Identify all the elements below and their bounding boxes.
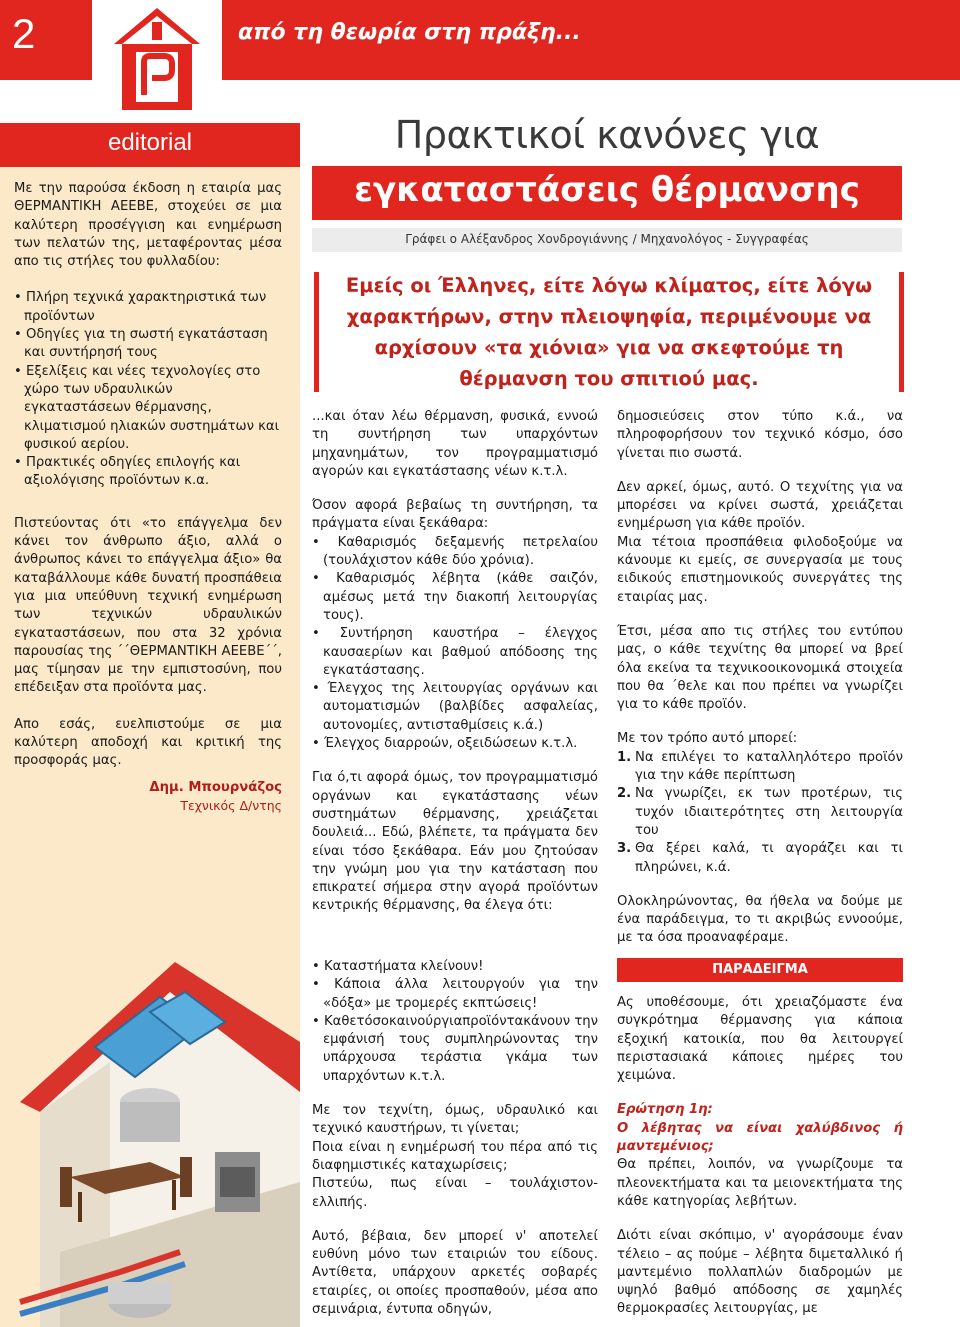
list-item: • Συντήρηση καυστήρα – έλεγχος καυσαερίων και βαθμού απόδοσης της εγκατάστασης. xyxy=(312,625,598,680)
maintenance-list xyxy=(312,534,598,754)
list-item: • Πλήρη τεχνικά χαρακτηριστικά των προϊόντων xyxy=(14,289,282,326)
article-title-line2: εγκαταστάσεις θέρμανσης xyxy=(354,170,860,210)
article-column-2 xyxy=(617,408,903,948)
question-text: Ο λέβητας να είναι χαλύβδινος ή μαντεμένιος; xyxy=(617,1120,903,1155)
article-paragraph: Διότι είναι σκόπιμο, ν' αγοράσουμε έναν τέλειο – ας πούμε – λέβητα διμεταλλικό ή μαντεμένιο πολλαπλών διαδρομών με υψηλό βαθμό απόδοσης σε χαμηλές θερμοκρασίες λειτουργίας, με xyxy=(617,1228,903,1317)
signature-role: Τεχνικός Δ/ντης xyxy=(180,797,282,813)
list-item xyxy=(617,840,903,877)
editorial-signature xyxy=(14,779,282,816)
article-paragraph: Αυτό, βέβαια, δεν μπορεί ν' αποτελεί ευθύνη μόνο των εταιριών του είδους. Αντίθετα, υπάρχουν αρκετές σοβαρές εταιρίες, οι οποίες προσπαθούν, μέσα απο σεμινάρια, έντυπα οδηγών, xyxy=(312,1228,598,1318)
list-item: • Πρακτικές οδηγίες επιλογής και αξιολόγισης προϊόντων κ.α. xyxy=(14,454,282,491)
article-paragraph: Ολοκληρώνοντας, θα ήθελα να δούμε με ένα παράδειγμα, το τι ακριβώς εννοούμε, με τα όσα προαναφέραμε. xyxy=(617,893,903,946)
article-title-line1: Πρακτικοί κανόνες για xyxy=(394,113,820,157)
editorial-bullet-list xyxy=(14,289,282,490)
list-item: • Οδηγίες για τη σωστή εγκατάσταση και συντήρησή τους xyxy=(14,326,282,363)
lead-border-left xyxy=(314,272,319,392)
article-paragraph: Με τον τεχνίτη, όμως, υδραυλικό και τεχνικό καυστήρων, τι γίνεται; Ποια είναι η ενημέρωσή του πέρα από τις διαφημιστικές καταχωρίσεις; Πιστεύω, πως είναι – τουλάχιστον- ελλιπής. xyxy=(312,1103,598,1210)
lead-border-right xyxy=(899,272,904,392)
signature-name: Δημ. Μπουρνάζος xyxy=(149,779,282,795)
article-paragraph: Ας υποθέσουμε, ότι χρειαζόμαστε ένα συγκρότημα θέρμανσης για κάποια εξοχική κατοικία, που θα λειτουργεί περιστασιακά κάποιες ημέρες του χειμώνα. xyxy=(617,995,903,1084)
page-number: 2 xyxy=(12,10,36,57)
article-paragraph: Έτσι, μέσα απο τις στήλες του εντύπου μας, ο κάθε τεχνίτης θα μπορεί να βρεί όλα εκείνα τα τεχνικοοικονομικά στοιχεία που θα ΄θελε και που πρέπει να γνωρίζει για το κάθε προϊόν. xyxy=(617,623,903,713)
list-text: Θα ξέρει καλά, τι αγοράζει και τι πληρώνει, κ.ά. xyxy=(635,841,903,875)
company-logo xyxy=(92,0,222,118)
list-item: • Έλεγχος διαρροών, οξειδώσεων κ.τ.λ. xyxy=(312,735,598,753)
editorial-paragraph: Απο εσάς, ευελπιστούμε σε μια καλύτερη αποδοχή και κριτική της προσφοράς μας. xyxy=(14,716,282,769)
list-item xyxy=(617,749,903,786)
article-column-1 xyxy=(312,408,598,916)
list-item xyxy=(617,785,903,840)
article-paragraph: Δεν αρκεί, όμως, αυτό. Ο τεχνίτης για να μπορέσει να κρίνει σωστά, χρειάζεται ενημέρωση για κάθε προϊόν. xyxy=(617,479,903,532)
article-paragraph: Για ό,τι αφορά όμως, τον προγραμματισμό οργάνων και εγκατάστασης νέων συστημάτων θέρμανσης, χρειάζεται δουλειά... Εδώ, βλέπετε, τα πράγματα δεν είναι τόσο ξεκάθαρα. Εάν μου ζητούσαν την γνώμη μου για την κατάσταση που επικρατεί σήμερα στην αγορά προϊόντων κεντρικής θέρμανσης, θα έλεγα ότι: xyxy=(312,770,598,914)
list-item: • Καθαρισμός δεξαμενής πετρελαίου (τουλάχιστον κάθε δύο χρόνια). xyxy=(312,534,598,571)
list-text: Να επιλέγει το καταλληλότερο προϊόν για την κάθε περίπτωση xyxy=(635,749,903,784)
list-number: 1. xyxy=(617,749,632,765)
example-heading: ΠΑΡΑΔΕΙΓΜΑ xyxy=(617,958,903,982)
banner-title: από τη θεωρία στη πράξη... xyxy=(238,20,581,45)
list-number: 2. xyxy=(617,786,632,802)
list-item: • Καθετόσοκαινούργιαπροϊόντακάνουν την εμφάνισή τους συμπληρώνοντας την υπάρχουσα τεράστια γκάμα των υπαρχόντων κ.τ.λ. xyxy=(312,1013,598,1086)
article-paragraph: Μια τέτοια προσπάθεια φιλοδοξούμε να κάνουμε κι εμείς, σε συνεργασία με τους ειδικούς επιστημονικούς συνεργάτες της εταιρίας μας. xyxy=(617,534,903,605)
list-text: Να γνωρίζει, εκ των προτέρων, τις τυχόν ιδιαιτερότητες στη λειτουργία του xyxy=(635,786,903,838)
article-column-2-lower xyxy=(617,958,903,1319)
article-column-1-lower xyxy=(312,958,598,1319)
list-item: • Καθαρισμός λέβητα (κάθε σαιζόν, αμέσως μετά την διακοπή λειτουργίας τους). xyxy=(312,570,598,625)
house-heating-illustration xyxy=(0,952,300,1327)
editorial-intro: Με την παρούσα έκδοση η εταιρία μας ΘΕΡΜΑΝΤΙΚΗ ΑΕΕΒΕ, στοχεύει σε μια καλύτερη προσέγγιση και ενημέρωση των πελατών της, μεταφέροντας μέσα απο τις στήλες του φυλλαδίου: xyxy=(14,181,282,270)
article-paragraph: ...και όταν λέω θέρμανση, φυσικά, εννοώ τη συντήρηση των υπαρχόντων μηχανημάτων, τον προγραμματισμό αγορών και εγκατάστασης νέων κ.τ.λ. xyxy=(312,409,598,479)
list-item: • Κάποια άλλα λειτουργούν για την «δόξα» με τρομερές εκπτώσεις! xyxy=(312,976,598,1013)
list-item: • Καταστήματα κλείνουν! xyxy=(312,958,598,976)
list-item: • Έλεγχος της λειτουργίας οργάνων και αυτοματισμών (βαλβίδες ασφαλείας, αυτονομίες, αντισταθμίσεις κ.ά.) xyxy=(312,680,598,735)
article-paragraph: Όσον αφορά βεβαίως τη συντήρηση, τα πράγματα είναι ξεκάθαρα: xyxy=(312,498,598,532)
market-list xyxy=(312,958,598,1086)
editorial-text xyxy=(14,180,282,815)
list-number: 3. xyxy=(617,841,632,857)
list-item: • Εξελίξεις και νέες τεχνολογίες στο χώρο των υδραυλικών εγκαταστάσεων θέρμανσης, κλιματισμού ηλιακών συστημάτων και φυσικού αερίου. xyxy=(14,363,282,454)
article-paragraph: δημοσιεύσεις στον τύπο κ.ά., να πληροφορήσουν τον τεχνικό κόσμο, όσο γίνεται πιο σωστά. xyxy=(617,409,903,461)
editorial-paragraph: Πιστεύοντας ότι «το επάγγελμα δεν κάνει τον άνθρωπο άξιο, αλλά ο άνθρωπος κάνει το επάγγελμα άξιο» θα καταβάλλουμε κάθε δυνατή προσπάθεια για μια υπεύθυνη τεχνική ενημέρωση των τεχνικών υδραυλικών εγκαταστάσεων, που στα 32 χρόνια παρουσίας της ΄΄ΘΕΡΜΑΝΤΙΚΗ ΑΕΕΒΕ΄΄, μας τίμησαν με την εμπιστοσύνη, που επέδειξαν στα προϊόντα μας. xyxy=(14,515,282,696)
question-label: Ερώτηση 1η: xyxy=(617,1102,713,1118)
article-lead: Εμείς οι Έλληνες, είτε λόγω κλίματος, είτε λόγω χαρακτήρων, στην πλειοψηφία, περιμένουμε να αρχίσουν «τα χιόνια» για να σκεφτούμε τη θέρμανση του σπιτιού μας. xyxy=(345,274,873,390)
article-paragraph: Με τον τρόπο αυτό μπορεί: xyxy=(617,731,798,747)
editorial-title: editorial xyxy=(107,129,193,156)
benefits-list xyxy=(617,749,903,877)
article-byline: Γράφει ο Αλέξανδρος Χονδρογιάννης / Μηχανολόγος - Συγγραφέας xyxy=(405,232,809,246)
article-paragraph: Θα πρέπει, λοιπόν, να γνωρίζουμε τα πλεονεκτήματα και τα μειονεκτήματα της κάθε κατηγορίας λεβήτων. xyxy=(617,1157,903,1209)
